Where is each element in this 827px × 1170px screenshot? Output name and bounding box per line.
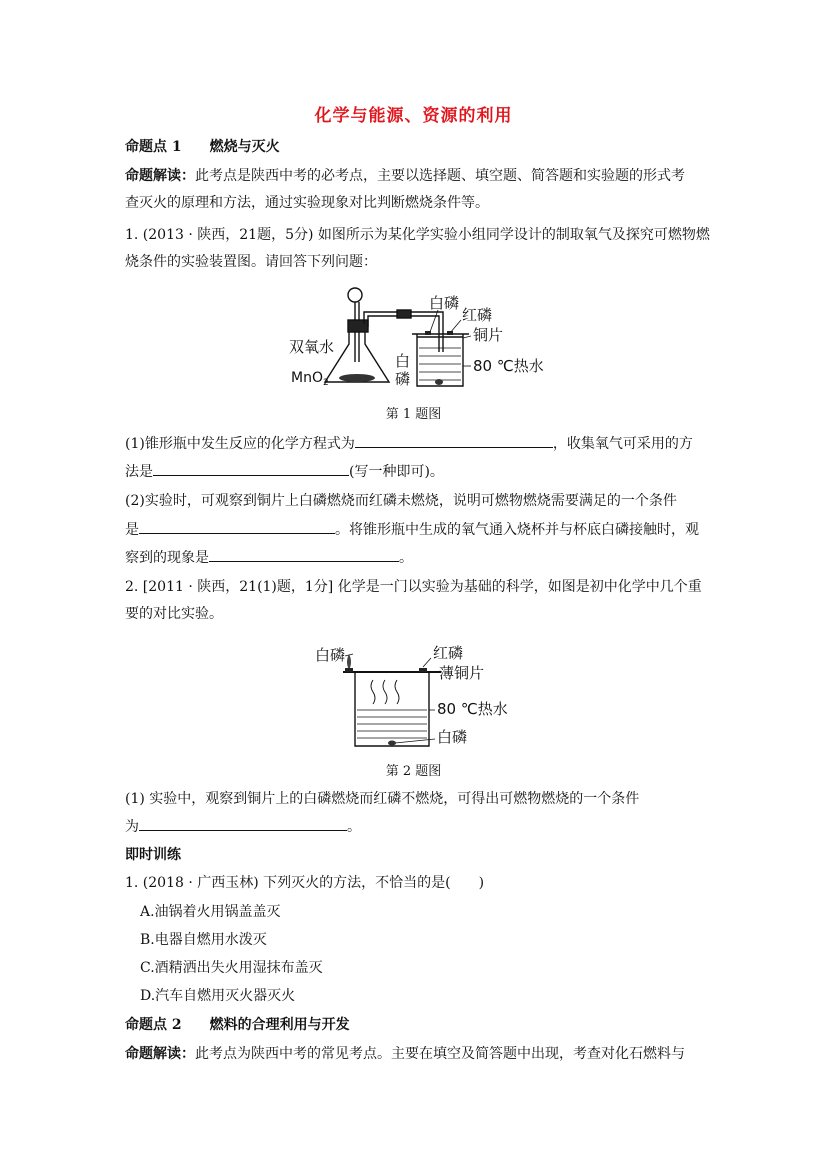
answer-blank[interactable] xyxy=(153,461,349,476)
label-honglin: 红磷 xyxy=(433,644,464,662)
q2-caption: 第 2 题图 xyxy=(385,764,442,779)
q1-part1-line1: (1)锥形瓶中发生反应的化学方程式为 ，收集氧气可采用的方 xyxy=(125,433,715,454)
page-title: 化学与能源、资源的利用 xyxy=(314,106,513,126)
section1-intro-line1 xyxy=(125,166,715,186)
label-reshui: 80 ℃热水 xyxy=(437,700,508,718)
q1-part2-line3: 察到的现象是 。 xyxy=(125,547,715,568)
q1-stem-line2: 烧条件的实验装置图。请回答下列问题： xyxy=(125,254,377,270)
q2-stem-line2: 要的对比实验。 xyxy=(125,606,223,622)
intro-label: 命题解读： xyxy=(125,168,195,184)
q1-caption: 第 1 题图 xyxy=(385,407,442,422)
intro-text: 此考点是陕西中考的必考点，主要以选择题、填空题、简答题和实验题的形式考 xyxy=(195,168,685,184)
q1-figure xyxy=(285,282,545,397)
label-lin: 磷 xyxy=(395,370,411,388)
label-tongpian: 铜片 xyxy=(473,326,504,344)
q1-part2-line1: (2)实验时，可观察到铜片上白磷燃烧而红磷未燃烧，说明可燃物燃烧需要满足的一个条件 xyxy=(125,493,677,509)
label-bailin-top: 白磷 xyxy=(429,294,460,312)
intro-label: 命题解读： xyxy=(125,1046,195,1062)
section2-intro xyxy=(125,1044,715,1064)
q2-figure xyxy=(315,640,515,752)
option-d: D.汽车自燃用灭火器灭火 xyxy=(140,988,296,1004)
practice-heading: 即时训练 xyxy=(125,847,181,863)
label-honglin: 红磷 xyxy=(462,306,493,324)
label-bailin-left: 白磷 xyxy=(315,646,346,664)
option-c: C.酒精洒出失火用湿抹布盖灭 xyxy=(140,960,323,976)
option-b: B.电器自燃用水泼灭 xyxy=(140,932,267,948)
intro-text: 此考点为陕西中考的常见考点。主要在填空及简答题中出现，考查对化石燃料与 xyxy=(195,1046,685,1062)
label-bao-tongpian: 薄铜片 xyxy=(439,664,485,682)
q2-part1-line1: (1) 实验中，观察到铜片上的白磷燃烧而红磷不燃烧，可得出可燃物燃烧的一个条件 xyxy=(125,791,640,807)
q1-part1-line2: 法是 (写一种即可)。 xyxy=(125,461,715,482)
option-a: A.油锅着火用锅盖盖灭 xyxy=(140,904,281,920)
label-reshui: 80 ℃热水 xyxy=(473,357,544,375)
section1-intro-line2: 查灭火的原理和方法，通过实验现象对比判断燃烧条件等。 xyxy=(125,195,489,211)
label-mno2: MnO$_2$ xyxy=(291,370,329,388)
section2-heading: 命题点 2 燃料的合理利用与开发 xyxy=(125,1017,350,1033)
practice-stem: 1. (2018 · 广西玉林) 下列灭火的方法，不恰当的是( ) xyxy=(125,875,485,891)
answer-blank[interactable] xyxy=(139,816,347,831)
q1-part2-line2: 是 。将锥形瓶中生成的氧气通入烧杯并与杯底白磷接触时，观 xyxy=(125,519,715,540)
answer-blank[interactable] xyxy=(355,433,553,448)
section1-heading: 命题点 1 燃烧与灭火 xyxy=(125,139,280,155)
label-shuangyangshui: 双氧水 xyxy=(289,338,335,356)
label-bai: 白 xyxy=(395,352,411,370)
label-bailin-bottom: 白磷 xyxy=(437,728,468,746)
q1-stem-line1: 1. (2013 · 陕西，21题，5分) 如图所示为某化学实验小组同学设计的制取氧气及探究可燃物燃 xyxy=(125,227,710,243)
q2-part1-line2: 为 。 xyxy=(125,816,715,837)
answer-blank[interactable] xyxy=(209,547,399,562)
q2-stem-line1: 2. [2011 · 陕西，21(1)题，1分] 化学是一门以实验为基础的科学，如图是初中化学中几个重 xyxy=(125,579,702,595)
answer-blank[interactable] xyxy=(139,519,335,534)
